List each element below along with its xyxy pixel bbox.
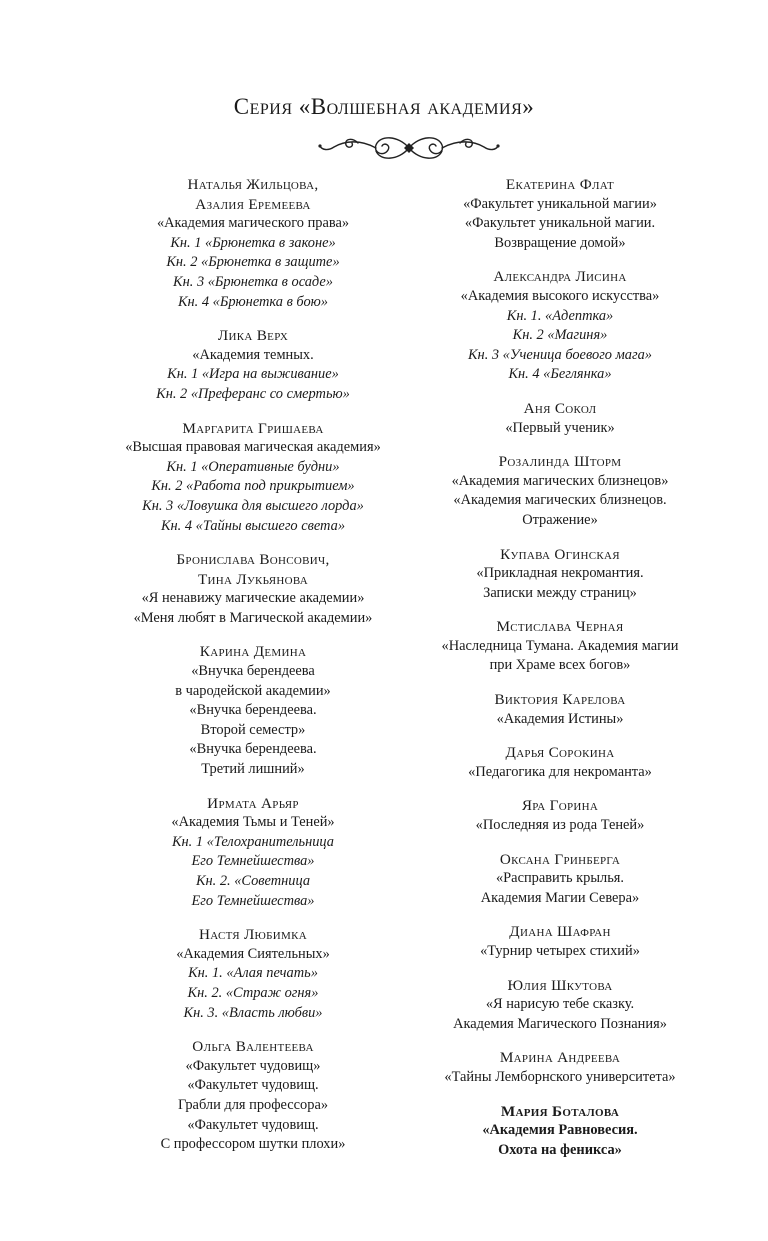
book-title: «Академия темных. xyxy=(192,346,314,363)
series-entry xyxy=(400,545,720,604)
series-entry xyxy=(93,642,413,779)
book-title: Кн. 2 «Магиня» xyxy=(512,327,608,344)
book-title: Академия Магического Познания» xyxy=(453,1015,667,1032)
series-entry xyxy=(93,419,413,537)
right-column xyxy=(400,175,720,1160)
series-entry xyxy=(93,925,413,1023)
book-title: Кн. 4 «Брюнетка в бою» xyxy=(177,293,329,310)
left-column xyxy=(93,175,413,1155)
author-name: Карина Демина xyxy=(199,643,307,661)
book-title: Кн. 3 «Брюнетка в осаде» xyxy=(173,273,333,290)
author-name: Купава Огинская xyxy=(500,545,620,563)
author-name: Яра Горина xyxy=(521,797,599,815)
book-title: «Факультет уникальной магии» xyxy=(463,195,657,212)
book-title: Третий лишний» xyxy=(201,761,305,778)
book-title: Кн. 1 «Оперативные будни» xyxy=(166,458,340,475)
book-title: «Академия Тьмы и Теней» xyxy=(171,814,335,831)
book-title: «Наследница Тумана. Академия магии xyxy=(441,637,679,654)
book-title: «Меня любят в Магической академии» xyxy=(133,609,373,626)
book-title: Его Темнейшества» xyxy=(191,892,315,909)
series-entry xyxy=(400,850,720,909)
series-entry xyxy=(400,690,720,729)
book-title: Кн. 1 «Брюнетка в законе» xyxy=(170,234,336,251)
author-name: Мария Боталова xyxy=(500,1102,620,1120)
page-title: Серия «Волшебная академия» xyxy=(233,94,535,119)
book-title: Кн. 1 «Телохранительница xyxy=(171,833,334,850)
series-entry xyxy=(400,743,720,782)
book-title: «Турнир четырех стихий» xyxy=(480,943,640,959)
series-entry xyxy=(400,267,720,385)
book-title: «Тайны Лемборнского университета» xyxy=(444,1068,676,1085)
book-title: Академия Магии Севера» xyxy=(480,889,640,906)
flourish-ornament-icon xyxy=(318,131,500,165)
series-entry xyxy=(400,175,720,253)
book-title: «Академия магического права» xyxy=(156,215,350,232)
book-title: «Академия Истины» xyxy=(496,710,624,727)
book-title: Грабли для профессора» xyxy=(177,1096,329,1113)
book-title: «Расправить крылья. xyxy=(495,870,625,887)
book-title: Кн. 2 «Преферанс со смертью» xyxy=(156,385,350,402)
book-title: «Академия магических близнецов. xyxy=(453,492,667,509)
book-title: Кн. 3 «Ученица боевого мага» xyxy=(468,346,652,363)
book-title: «Факультет уникальной магии. xyxy=(464,215,656,232)
book-title: Отражение» xyxy=(522,511,598,528)
author-name: Екатерина Флат xyxy=(505,176,615,193)
book-title: «Первый ученик» xyxy=(505,419,615,436)
book-title: «Академия магических близнецов» xyxy=(451,472,669,489)
book-title: Кн. 3 «Ловушка для высшего лорда» xyxy=(142,497,364,514)
author-name: Оксана Гринберга xyxy=(499,850,621,868)
book-title: при Храме всех богов» xyxy=(489,657,631,674)
book-title: Записки между страниц» xyxy=(483,584,637,601)
series-entry xyxy=(400,796,720,835)
series-entry xyxy=(93,1037,413,1155)
author-name: Александра Лисина xyxy=(493,268,627,286)
book-title: Возвращение домой» xyxy=(494,234,626,251)
book-title: «Прикладная некромантия. xyxy=(476,565,644,582)
author-name: Ольга Валентеева xyxy=(192,1038,314,1056)
book-title: Кн. 1. «Адептка» xyxy=(506,307,614,324)
series-entry xyxy=(400,399,720,438)
book-title: Кн. 4 «Тайны высшего света» xyxy=(160,517,346,534)
book-title: Кн. 1. «Алая печать» xyxy=(188,965,318,982)
author-name: Мстислава Черная xyxy=(496,618,624,636)
book-title: «Я ненавижу магические академии» xyxy=(141,590,365,607)
book-title: Кн. 2 «Брюнетка в защите» xyxy=(166,254,340,271)
author-name: Лика Верх xyxy=(217,327,289,345)
author-name: Марина Андреева xyxy=(499,1049,621,1067)
book-title: С профессором шутки плохи» xyxy=(160,1136,346,1153)
book-title: «Внучка берендеева xyxy=(191,663,315,680)
series-entry xyxy=(93,175,413,312)
book-title: Его Темнейшества» xyxy=(191,853,315,870)
series-entry xyxy=(400,976,720,1035)
book-title: «Факультет чудовищ. xyxy=(187,1116,319,1133)
book-title: «Академия высокого искусства» xyxy=(460,287,660,304)
book-title: «Академия Сиятельных» xyxy=(176,945,330,962)
book-title: «Внучка берендеева. xyxy=(189,741,317,758)
series-entry xyxy=(93,794,413,912)
author-name: Аня Сокол xyxy=(523,399,597,417)
book-title: «Высшая правовая магическая академия» xyxy=(125,439,381,456)
author-name: Тина Лукьянова xyxy=(197,570,309,588)
book-title: Кн. 3. «Власть любви» xyxy=(183,1004,323,1021)
author-name: Виктория Карелова xyxy=(494,691,626,709)
series-entry xyxy=(400,1048,720,1087)
series-entry xyxy=(400,1102,720,1161)
author-name: Бронислава Вонсович, xyxy=(176,551,330,569)
series-entry xyxy=(93,550,413,628)
book-title: «Факультет чудовищ» xyxy=(185,1057,321,1074)
author-name: Настя Любимка xyxy=(199,926,307,944)
book-title: «Педагогика для некроманта» xyxy=(468,763,652,780)
author-name: Розалинда Шторм xyxy=(498,453,622,471)
author-name: Ирмата Арьяр xyxy=(207,794,299,812)
book-title: Охота на феникса» xyxy=(498,1141,622,1158)
author-name: Наталья Жильцова, xyxy=(187,176,319,193)
book-title: Кн. 4 «Беглянка» xyxy=(508,366,612,383)
book-title: Кн. 2. «Советница xyxy=(195,873,311,889)
book-title: «Академия Равновесия. xyxy=(482,1122,638,1139)
series-entry xyxy=(400,922,720,961)
author-name: Маргарита Гришаева xyxy=(182,419,324,437)
book-title: Кн. 2 «Работа под прикрытием» xyxy=(151,478,355,495)
series-entry xyxy=(400,452,720,530)
book-title: Кн. 1 «Игра на выживание» xyxy=(167,366,339,383)
author-name: Азалия Еремеева xyxy=(195,195,311,213)
series-entry xyxy=(93,326,413,404)
author-name: Диана Шафран xyxy=(509,923,611,941)
author-name: Дарья Сорокина xyxy=(505,744,615,762)
book-title: «Я нарисую тебе сказку. xyxy=(485,996,635,1013)
book-title: «Факультет чудовищ. xyxy=(187,1077,319,1094)
author-name: Юлия Шкутова xyxy=(507,976,613,994)
series-entry xyxy=(400,617,720,676)
book-title: в чародейской академии» xyxy=(175,682,331,699)
book-title: «Внучка берендеева. xyxy=(189,702,317,719)
book-title: «Последняя из рода Теней» xyxy=(475,817,645,834)
book-title: Второй семестр» xyxy=(200,721,306,738)
book-title: Кн. 2. «Страж огня» xyxy=(187,984,319,1001)
